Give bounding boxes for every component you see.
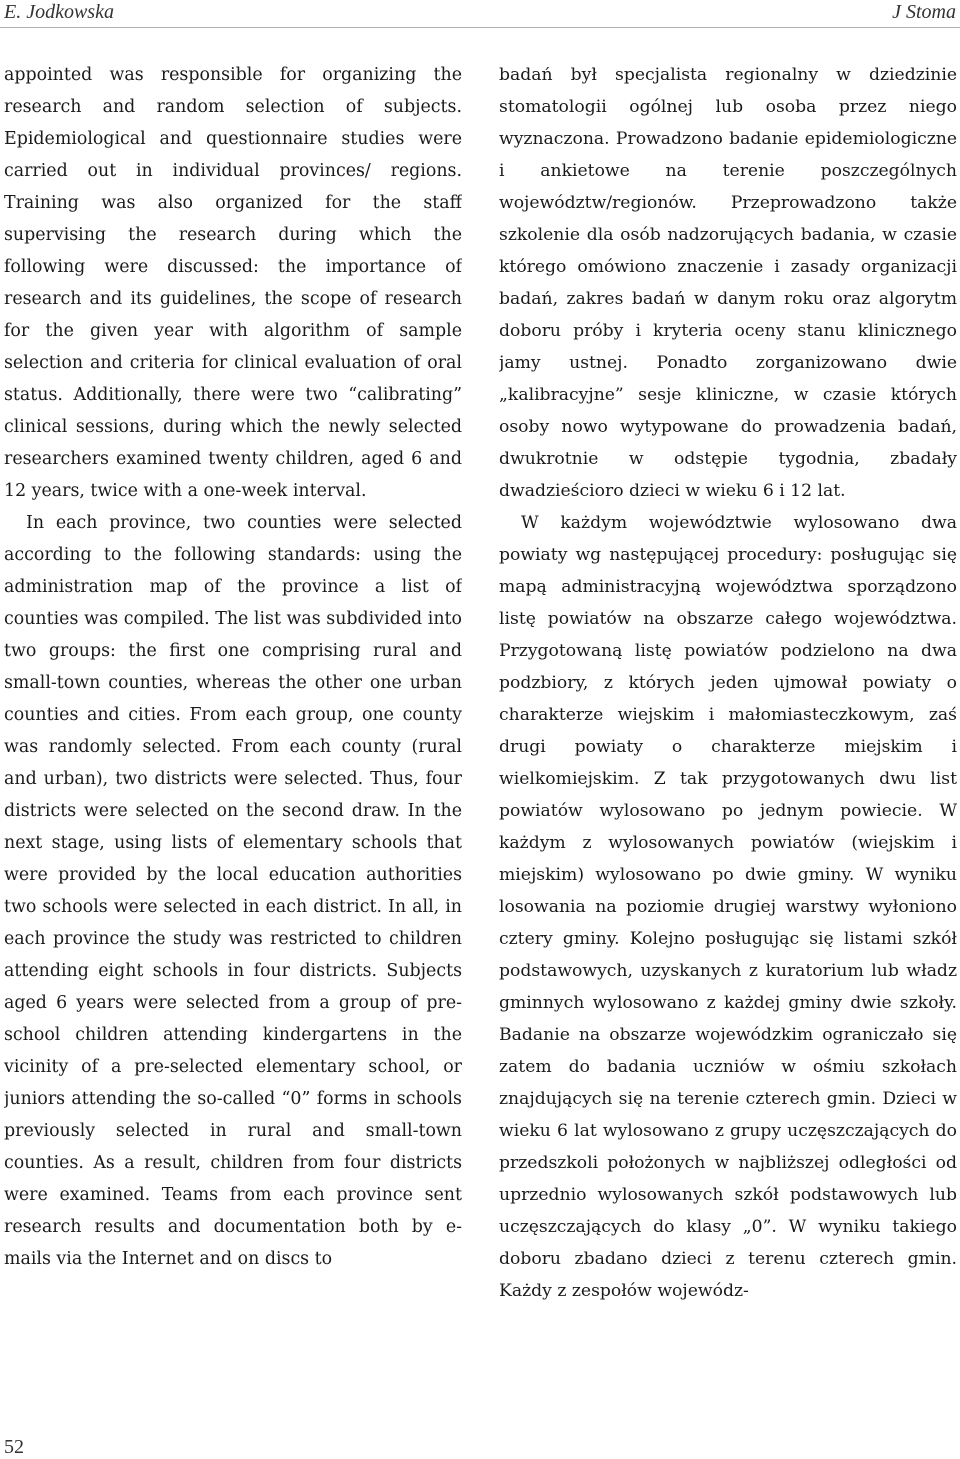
header-author: E. Jodkowska [4, 1, 114, 23]
paragraph: appointed was responsible for organizing the research and random selection of subjects. Epidemiological and questionnaire studies were carried out in individual provinces/ regions. Training was also organized for the staff supervising the research during which the following were discussed: the importance of research and its guidelines, the scope of research for the given year with algorithm of sample selection and criteria for clinical evaluation of oral status. Additionally, there were two “calibrating” clinical sessions, during which the newly selected researchers examined twenty children, aged 6 and 12 years, twice with a one-week interval. [4, 65, 462, 501]
paragraph: badań był specjalista regionalny w dziedzinie stomatologii ogólnej lub osoba przez niego wyznaczona. Prowadzono badanie epidemiologiczne i ankietowe na terenie poszczególnych województw/regionów. Przeprowadzono także szkolenie dla osób nadzorujących badania, w czasie którego omówiono znaczenie i zasady organizacji badań, zakres badań w danym roku oraz algorytm doboru próby i kryteria oceny stanu klinicznego jamy ustnej. Ponadto zorganizowano dwie „kalibracyjne” sesje kliniczne, w czasie których osoby nowo wytypowane do prowadzenia badań, dwukrotnie w odstępie tygodnia, zbadały dwadzieścioro dzieci w wieku 6 i 12 lat. [499, 65, 957, 501]
page-number: 52 [4, 1436, 24, 1458]
paragraph: In each province, two counties were selected according to the following standards: using the administration map of the province a list of counties was compiled. The list was subdivided into two groups: the first one comprising rural and small-town counties, whereas the other one urban counties and cities. From each group, one county was randomly selected. From each county (rural and urban), two districts were selected. Thus, four districts were selected on the second draw. In the next stage, using lists of elementary schools that were provided by the local education authorities two schools were selected in each district. In all, in each province the study was restricted to children attending eight schools in four districts. Subjects aged 6 years were selected from a group of pre-school children attending kindergartens in the vicinity of a pre-selected elementary school, or juniors attending the so-called “0” forms in schools previously selected in rural and small-town counties. As a result, children from four districts were examined. Teams from each province sent research results and documentation both by e-mails via the Internet and on discs to [4, 513, 462, 1269]
polish-text-column [499, 59, 957, 1403]
running-header [0, 0, 960, 28]
english-text-column [4, 59, 462, 1403]
header-journal: J Stoma [892, 1, 956, 23]
paragraph: W każdym województwie wylosowano dwa powiaty wg następującej procedury: posługując się mapą administracyjną województwa sporządzono listę powiatów na obszarze całego województwa. Przygotowaną listę powiatów podzielono na dwa podzbiory, z których jeden ujmował powiaty o charakterze wiejskim i małomiasteczkowym, zaś drugi powiaty o charakterze miejskim i wielkomiejskim. Z tak przygotowanych dwu list powiatów wylosowano po jednym powiecie. W każdym z wylosowanych powiatów (wiejskim i miejskim) wylosowano po dwie gminy. W wyniku losowania na poziomie drugiej warstwy wyłoniono cztery gminy. Kolejno posługując się listami szkół podstawowych, uzyskanych z kuratorium lub władz gminnych wylosowano z każdej gminy dwie szkoły. Badanie na obszarze wojewódzkim ograniczało się zatem do badania uczniów w ośmiu szkołach znajdujących się na terenie czterech gmin. Dzieci w wieku 6 lat wylosowano z grupy uczęszczających do przedszkoli położonych w najbliższej odległości od uprzednio wylosowanych szkół podstawowych lub uczęszczających do klasy „0”. W wyniku takiego doboru zbadano dzieci z terenu czterech gmin. Każdy z zespołów wojewódz- [499, 513, 957, 1301]
